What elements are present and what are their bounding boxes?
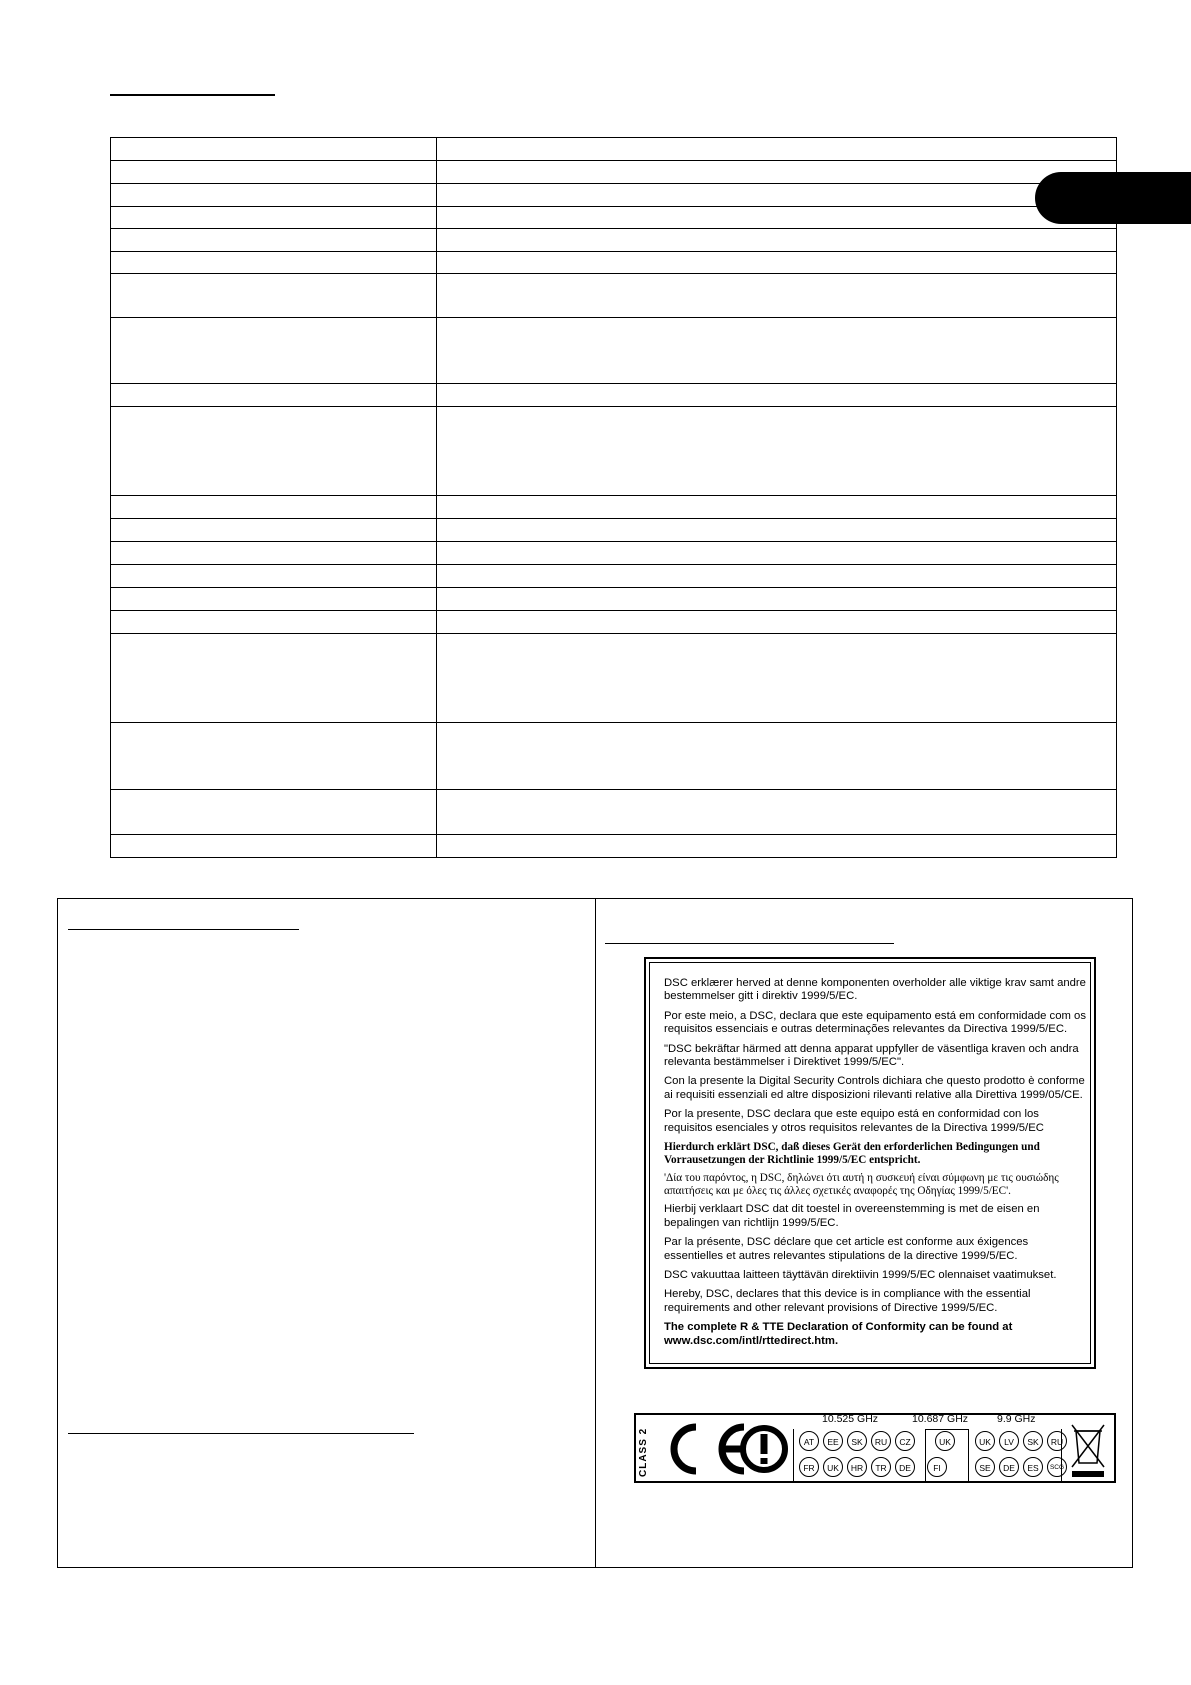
- country-code: RU: [871, 1431, 891, 1451]
- spec-label-cell: [111, 229, 437, 252]
- spec-label-cell: [111, 318, 437, 384]
- declaration-paragraph-en: Hereby, DSC, declares that this device is in compliance with the essential requirements and other relevant provisions of Directive 1999/5/EC.: [664, 1288, 1031, 1314]
- label-bracket-top: [925, 1429, 968, 1430]
- spec-label-cell: [111, 252, 437, 274]
- country-code: ES: [1023, 1457, 1043, 1477]
- spec-label-cell: [111, 588, 437, 611]
- country-code: TR: [871, 1457, 891, 1477]
- spec-row: [111, 407, 1117, 496]
- spec-value-cell: [437, 229, 1117, 252]
- compliance-box-divider: [595, 898, 596, 1568]
- spec-row: [111, 542, 1117, 565]
- spec-row: [111, 229, 1117, 252]
- left-heading-rule-1: [68, 929, 299, 930]
- spec-row: [111, 252, 1117, 274]
- country-code: UK: [823, 1457, 843, 1477]
- country-code: HR: [847, 1457, 867, 1477]
- spec-value-cell: [437, 138, 1117, 161]
- frequency-2: 10.687 GHz: [912, 1413, 969, 1425]
- spec-value-cell: [437, 407, 1117, 496]
- spec-row: [111, 138, 1117, 161]
- spec-label-cell: [111, 519, 437, 542]
- spec-row: [111, 723, 1117, 790]
- spec-value-cell: [437, 207, 1117, 229]
- declaration-paragraph-es: Por la presente, DSC declara que este equipo está en conformidad con los requisitos esenciales y otros requisitos relevantes de la Directiva 1999/5/EC: [664, 1108, 1044, 1134]
- spec-row: [111, 634, 1117, 723]
- spec-row: [111, 519, 1117, 542]
- declaration-paragraph-el: 'Δία του παρόντος, η DSC, δηλώνει ότι αυτή η συσκευή είναι σύμφωνη με τις ουσιώδης απαιτήσεις και με όλες τις άλλες σχετικές αναφορές της Οδηγίας 1999/5/EC'.: [664, 1172, 1059, 1197]
- spec-value-cell: [437, 496, 1117, 519]
- spec-value-cell: [437, 274, 1117, 318]
- country-code: FR: [799, 1457, 819, 1477]
- spec-label-cell: [111, 407, 437, 496]
- spec-row: [111, 611, 1117, 634]
- spec-value-cell: [437, 790, 1117, 835]
- country-code: DE: [895, 1457, 915, 1477]
- spec-value-cell: [437, 565, 1117, 588]
- spec-value-cell: [437, 184, 1117, 207]
- country-code: SE: [975, 1457, 995, 1477]
- declaration-paragraph-sv: "DSC bekräftar härmed att denna apparat uppfyller de väsentliga kraven och andra relevanta bestämmelser i Direktivet 1999/5/EC".: [664, 1042, 1079, 1069]
- spec-row: [111, 496, 1117, 519]
- spec-row: [111, 184, 1117, 207]
- country-code: UK: [935, 1431, 955, 1451]
- declaration-text: [649, 962, 1091, 1364]
- spec-label-cell: [111, 565, 437, 588]
- declaration-paragraph-pt: Por este meio, a DSC, declara que este equipamento está em conformidade com os requisitos essenciais e outras determinações relevantes da Directiva 1999/5/EC.: [664, 1009, 1086, 1036]
- country-code: FI: [927, 1457, 947, 1477]
- spec-label-cell: [111, 634, 437, 723]
- spec-value-cell: [437, 835, 1117, 858]
- country-code: AT: [799, 1431, 819, 1451]
- spec-row: [111, 274, 1117, 318]
- spec-label-cell: [111, 384, 437, 407]
- spec-label-cell: [111, 496, 437, 519]
- declaration-paragraph-nl: Hierbij verklaart DSC dat dit toestel in overeenstemming is met de eisen en bepalingen van richtlijn 1999/5/EC.: [664, 1203, 1040, 1229]
- frequency-3: 9.9 GHz: [997, 1413, 1036, 1425]
- spec-label-cell: [111, 184, 437, 207]
- spec-label-cell: [111, 207, 437, 229]
- country-code: RU: [1047, 1431, 1067, 1451]
- spec-row: [111, 318, 1117, 384]
- label-divider-1: [793, 1429, 794, 1481]
- spec-value-cell: [437, 384, 1117, 407]
- country-code: EE: [823, 1431, 843, 1451]
- left-heading-rule-2: [68, 1433, 414, 1434]
- country-code: CZ: [895, 1431, 915, 1451]
- country-code: DE: [999, 1457, 1019, 1477]
- country-code: SCG: [1047, 1457, 1067, 1477]
- spec-value-cell: [437, 634, 1117, 723]
- spec-value-cell: [437, 611, 1117, 634]
- spec-value-cell: [437, 519, 1117, 542]
- spec-label-cell: [111, 138, 437, 161]
- right-heading-rule: [605, 943, 894, 944]
- declaration-paragraph-de: Hierdurch erklärt DSC, daß dieses Gerät den erforderlichen Bedingungen und Vorrausetzungen der Richtlinie 1999/5/EC entspricht.: [664, 1141, 1040, 1166]
- spec-value-cell: [437, 318, 1117, 384]
- alert-mark-icon: [738, 1423, 790, 1475]
- spec-row: [111, 588, 1117, 611]
- spec-table: [110, 137, 1117, 858]
- country-code: UK: [975, 1431, 995, 1451]
- spec-value-cell: [437, 723, 1117, 790]
- weee-bin-icon: [1068, 1421, 1108, 1479]
- page-heading-rule: [110, 94, 275, 96]
- declaration-paragraph-rtte-link: The complete R & TTE Declaration of Conformity can be found at www.dsc.com/intl/rttedirect.htm.: [664, 1321, 1013, 1347]
- spec-row: [111, 835, 1117, 858]
- spec-label-cell: [111, 542, 437, 565]
- declaration-paragraph-it: Con la presente la Digital Security Controls dichiara che questo prodotto è conforme ai requisiti essenziali ed altre disposizioni rilevanti relative alla Direttiva 1999/05/CE.: [664, 1075, 1085, 1101]
- spec-value-cell: [437, 161, 1117, 184]
- spec-row: [111, 790, 1117, 835]
- declaration-box: [644, 957, 1096, 1369]
- spec-value-cell: [437, 542, 1117, 565]
- country-code: SK: [1023, 1431, 1043, 1451]
- spec-row: [111, 207, 1117, 229]
- spec-label-cell: [111, 161, 437, 184]
- spec-label-cell: [111, 611, 437, 634]
- frequency-1: 10.525 GHz: [822, 1413, 879, 1425]
- country-code: LV: [999, 1431, 1019, 1451]
- country-code: SK: [847, 1431, 867, 1451]
- compliance-label: [634, 1413, 1116, 1483]
- spec-value-cell: [437, 252, 1117, 274]
- spec-label-cell: [111, 790, 437, 835]
- class-text: CLASS 2: [638, 1427, 649, 1477]
- spec-value-cell: [437, 588, 1117, 611]
- spec-row: [111, 161, 1117, 184]
- spec-row: [111, 384, 1117, 407]
- declaration-paragraph-fi: DSC vakuuttaa laitteen täyttävän direktiivin 1999/5/EC olennaiset vaatimukset.: [664, 1269, 1057, 1282]
- declaration-paragraph-no: DSC erklærer herved at denne komponenten overholder alle viktige krav samt andre bestemmelser gitt i direktiv 1999/5/EC.: [664, 977, 1086, 1003]
- spec-label-cell: [111, 274, 437, 318]
- label-divider-3: [968, 1429, 969, 1481]
- label-divider-2: [925, 1429, 926, 1481]
- spec-label-cell: [111, 723, 437, 790]
- declaration-paragraph-fr: Par la présente, DSC déclare que cet article est conforme aux éxigences essentielles et autres relevantes stipulations de la directive 1999/5/EC.: [664, 1236, 1029, 1262]
- spec-label-cell: [111, 835, 437, 858]
- spec-row: [111, 565, 1117, 588]
